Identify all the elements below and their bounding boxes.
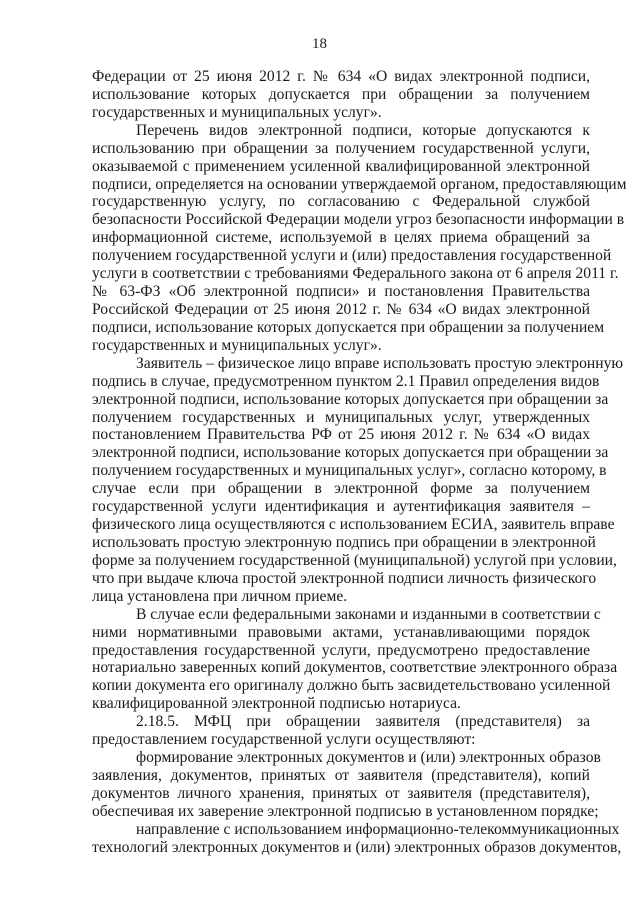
text-line: технологий электронных документов и (или) электронных образов документов, bbox=[92, 838, 622, 856]
text-line: что при выдаче ключа простой электронной подписи личность физического bbox=[92, 569, 597, 587]
text-line: государственной услуги идентификация и аутентификация заявителя – bbox=[92, 498, 590, 516]
text-line: лица установлена при личном приеме. bbox=[92, 587, 348, 605]
page-number: 18 bbox=[312, 36, 327, 52]
text-line: форме за получением государственной (муниципальной) услугой при условии, bbox=[92, 551, 617, 569]
text-line: услуги в соответствии с требованиями Федерального закона от 6 апреля 2011 г. bbox=[92, 265, 619, 283]
text-line: 2.18.5. МФЦ при обращении заявителя (представителя) за bbox=[136, 713, 590, 731]
text-line: В случае если федеральными законами и изданными в соответствии с bbox=[136, 605, 601, 623]
text-line: заявления, документов, принятых от заявителя (представителя), копий bbox=[92, 766, 590, 784]
text-line: обеспечивая их заверение электронной подписью в установленном порядке; bbox=[92, 802, 599, 820]
text-line: предоставлением государственной услуги осуществляют: bbox=[92, 731, 476, 749]
text-line: формирование электронных документов и (или) электронных образов bbox=[136, 749, 601, 767]
text-line: использовать простую электронную подпись при обращении в электронной bbox=[92, 533, 596, 551]
text-line: квалифицированной электронной подписью нотариуса. bbox=[92, 695, 461, 713]
text-line: государственную услугу, по согласованию с Федеральной службой bbox=[92, 193, 590, 211]
text-line: электронной подписи, использование которых допускается при обращении за bbox=[92, 444, 609, 462]
text-line: оказываемой с применением усиленной квалифицированной электронной bbox=[92, 157, 590, 175]
text-line: государственных и муниципальных услуг». bbox=[92, 336, 382, 354]
text-line: постановлением Правительства РФ от 25 июня 2012 г. № 634 «О видах bbox=[92, 426, 590, 444]
text-line: государственных и муниципальных услуг». bbox=[92, 103, 382, 121]
paragraph bbox=[92, 713, 590, 749]
text-line: подпись в случае, предусмотренном пунктом 2.1 Правил определения видов bbox=[92, 372, 600, 390]
paragraph bbox=[92, 820, 622, 857]
paragraph bbox=[92, 749, 601, 821]
text-line: безопасности Российской Федерации модели угроз безопасности информации в bbox=[92, 211, 625, 229]
text-line: ними нормативными правовыми актами, устанавливающими порядок bbox=[92, 623, 590, 641]
text-line: документов личного хранения, принятых от заявителя (представителя), bbox=[92, 784, 590, 802]
text-line: Заявитель – физическое лицо вправе использовать простую электронную bbox=[136, 354, 624, 372]
text-line: физического лица осуществляются с использованием ЕСИА, заявитель вправе bbox=[92, 516, 615, 534]
text-line: Перечень видов электронной подписи, которые допускаются к bbox=[136, 121, 590, 139]
text-line: получением государственной услуги и (или) предоставления государственной bbox=[92, 247, 612, 265]
text-line: получением государственных и муниципальных услуг, утвержденных bbox=[92, 408, 590, 426]
text-line: Российской Федерации от 25 июня 2012 г. № 634 «О видах электронной bbox=[92, 300, 590, 318]
paragraph bbox=[92, 121, 627, 355]
paragraph bbox=[92, 68, 590, 122]
text-line: копии документа его оригиналу должно быть засвидетельствовано усиленной bbox=[92, 677, 611, 695]
text-line: предоставления государственной услуги, предусмотрено предоставление bbox=[92, 641, 590, 659]
text-line: получением государственных и муниципальных услуг», согласно которому, в bbox=[92, 462, 607, 480]
text-line: подписи, определяется на основании утверждаемой органом, предоставляющим bbox=[92, 175, 627, 193]
text-line: нотариально заверенных копий документов, соответствие электронного образа bbox=[92, 659, 618, 677]
paragraph bbox=[92, 354, 624, 606]
text-line: информационной системе, используемой в целях приема обращений за bbox=[92, 229, 590, 247]
document-body bbox=[92, 68, 627, 857]
text-line: направление с использованием информационно-телекоммуникационных bbox=[136, 820, 620, 838]
text-line: подписи, использование которых допускается при обращении за получением bbox=[92, 318, 605, 336]
text-line: использование которых допускается при обращении за получением bbox=[92, 85, 590, 103]
text-line: использованию при обращении за получением государственной услуги, bbox=[92, 139, 590, 157]
paragraph bbox=[92, 605, 618, 714]
text-line: электронной подписи, использование которых допускается при обращении за bbox=[92, 390, 609, 408]
text-line: № 63-ФЗ «Об электронной подписи» и постановления Правительства bbox=[92, 283, 590, 301]
text-line: случае если при обращении в электронной форме за получением bbox=[92, 480, 590, 498]
text-line: Федерации от 25 июня 2012 г. № 634 «О видах электронной подписи, bbox=[92, 68, 590, 85]
